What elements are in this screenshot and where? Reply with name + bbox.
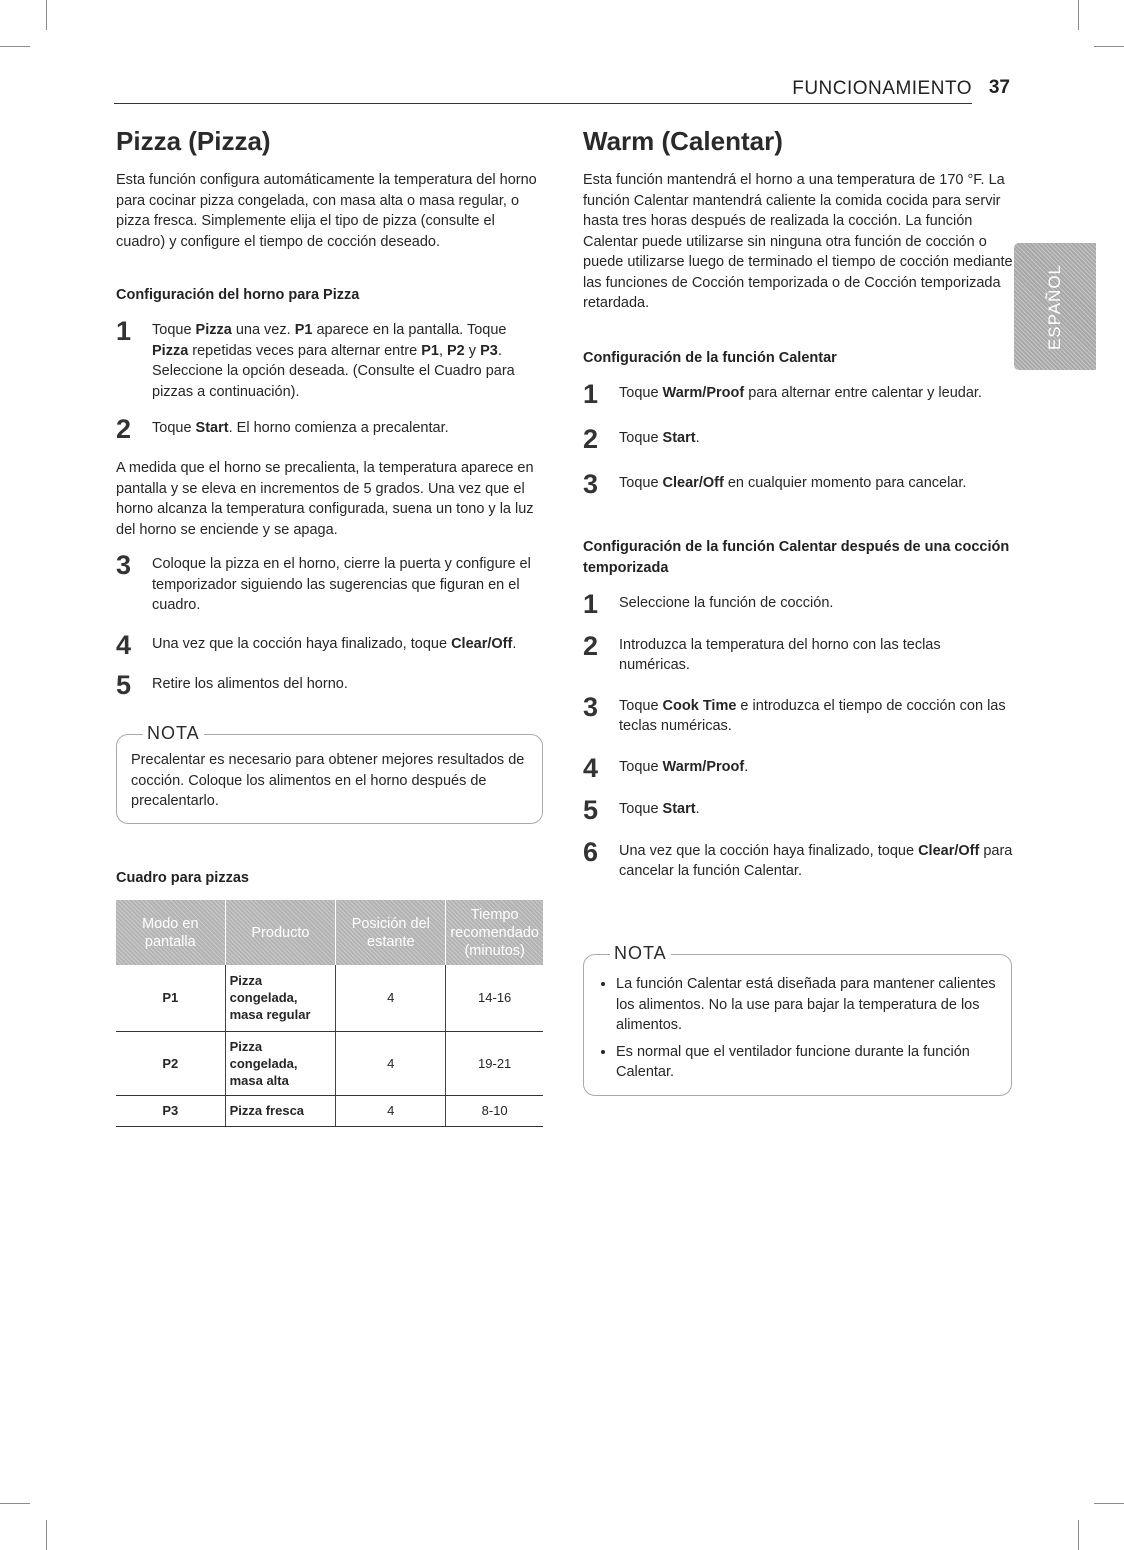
pizza-section: [116, 126, 546, 700]
step-text: Toque Start.: [619, 429, 700, 446]
header-section-title: FUNCIONAMIENTO: [792, 78, 972, 99]
note-text: Precalentar es necesario para obtener mejores resultados de cocción. Coloque los alimentos en el horno después de precalentarlo.: [131, 752, 525, 809]
table-header-row: [116, 900, 543, 965]
warm-config2-heading: Configuración de la función Calentar después de una cocción temporizada: [583, 538, 1010, 576]
warm-timed-steps: [583, 588, 1013, 882]
warm-intro: Esta función mantendrá el horno a una temperatura de 170 °F. La función Calentar mantendrá caliente la comida cocida para servir hasta tres horas después de realizada la cocción. La función Calentar puede utilizarse sin ninguna otra función de cocción o puede utilizarse luego de terminado el tiempo de cocción mediante las funciones de Cocción temporizada o de Cocción temporizada retardada.: [583, 172, 1013, 311]
warm-config-heading: Configuración de la función Calentar: [583, 349, 837, 366]
language-tab-label: ESPAÑOL: [1045, 263, 1064, 350]
table-row: [116, 1095, 543, 1126]
table-header-cell: Producto: [225, 900, 336, 965]
crop-mark: [1094, 1503, 1124, 1504]
step-number: 3: [583, 691, 599, 722]
step-number: 1: [583, 378, 599, 409]
step-item: [116, 550, 546, 616]
table-cell-rack: 4: [336, 965, 446, 1031]
pizza-intro: Esta función configura automáticamente la temperatura del horno para cocinar pizza congelada, con masa alta o masa regular, o pizza fresca. Simplemente elija el tipo de pizza (consulte el cuadro) y configure el tiempo de cocción deseado.: [116, 172, 537, 250]
pizza-table-heading: Cuadro para pizzas: [116, 870, 249, 886]
header-divider: [114, 103, 972, 104]
step-item: [116, 414, 546, 444]
crop-mark: [46, 0, 47, 30]
step-number: 4: [116, 629, 132, 660]
step-text: Toque Warm/Proof para alternar entre calentar y leudar.: [619, 384, 982, 401]
crop-mark: [46, 1520, 47, 1550]
step-text: Toque Start. El horno comienza a precalentar.: [152, 420, 449, 436]
step-text: Retire los alimentos del horno.: [152, 675, 348, 692]
step-text: Toque Warm/Proof.: [619, 758, 749, 775]
crop-mark: [1094, 46, 1124, 47]
step-text: Una vez que la cocción haya finalizado, toque Clear/Off para cancelar la función Calentar.: [619, 842, 1013, 879]
table-cell-time: 14-16: [446, 965, 543, 1031]
pizza-steps: [116, 316, 546, 444]
step-item: [583, 752, 1013, 783]
step-number: 3: [116, 550, 132, 580]
step-number: 5: [583, 794, 599, 825]
note-bullet: • Es normal que el ventilador funcione durante la función Calentar.: [616, 1042, 997, 1083]
crop-mark: [1078, 0, 1079, 30]
pizza-config-heading: Configuración del horno para Pizza: [116, 287, 360, 303]
step-number: 3: [583, 468, 599, 499]
step-text: Introduzca la temperatura del horno con las teclas numéricas.: [619, 636, 941, 673]
table-cell-mode: P1: [116, 965, 225, 1031]
language-tab: [1014, 243, 1096, 370]
step-item: [583, 794, 1013, 825]
step-text: Coloque la pizza en el horno, cierre la puerta y configure el temporizador siguiendo las sugerencias que figuran en el cuadro.: [152, 556, 531, 613]
table-cell-product: Pizza congelada, masa regular: [225, 965, 336, 1031]
step-number: 5: [116, 669, 132, 700]
step-number: 6: [583, 836, 599, 867]
warm-section: [583, 126, 1013, 882]
table-cell-rack: 4: [336, 1095, 446, 1126]
step-item: [583, 836, 1013, 882]
warm-title: Warm (Calentar): [583, 126, 783, 156]
table-cell-rack: 4: [336, 1031, 446, 1095]
page-number: 37: [988, 77, 1010, 98]
step-item: [583, 468, 1013, 499]
step-text: Una vez que la cocción haya finalizado, toque Clear/Off.: [152, 635, 517, 652]
step-item: [583, 630, 1013, 676]
table-header-cell: Posición del estante: [336, 900, 446, 965]
step-item: [583, 378, 1013, 409]
crop-mark: [1078, 1520, 1079, 1550]
step-item: [583, 423, 1013, 454]
warm-steps: [583, 378, 1013, 499]
table-cell-product: Pizza fresca: [225, 1095, 336, 1126]
table-cell-product: Pizza congelada, masa alta: [225, 1031, 336, 1095]
step-item: [116, 629, 546, 660]
pizza-note-box: [116, 723, 543, 824]
step-item: [583, 588, 1013, 619]
step-number: 2: [583, 423, 599, 454]
note-title: NOTA: [610, 943, 671, 964]
table-cell-time: 19-21: [446, 1031, 543, 1095]
step-number: 1: [116, 316, 132, 346]
warm-note-box: [583, 943, 1012, 1096]
step-text: Toque Clear/Off en cualquier momento para cancelar.: [619, 474, 967, 491]
step-item: [116, 669, 546, 700]
step-text: Seleccione la función de cocción.: [619, 594, 834, 611]
step-number: 4: [583, 752, 599, 783]
step-text: Toque Pizza una vez. P1 aparece en la pantalla. Toque Pizza repetidas veces para alternar entre P1, P2 y P3. Seleccione la opción deseada. (Consulte el Cuadro para pizzas a continuación).: [152, 322, 515, 400]
step-text: Toque Cook Time e introduzca el tiempo de cocción con las teclas numéricas.: [619, 697, 1006, 734]
table-header-cell: Modo en pantalla: [116, 900, 225, 965]
table-header-cell: Tiempo recomendado (minutos): [446, 900, 543, 965]
pizza-table: [116, 900, 543, 1127]
step-item: [116, 316, 546, 402]
table-cell-mode: P3: [116, 1095, 225, 1126]
note-bullet: • La función Calentar está diseñada para mantener calientes los alimentos. No la use para bajar la temperatura de los alimentos.: [616, 974, 997, 1036]
step-number: 1: [583, 588, 599, 619]
table-cell-mode: P2: [116, 1031, 225, 1095]
note-list: [598, 974, 997, 1083]
crop-mark: [0, 1503, 30, 1504]
step-number: 2: [116, 414, 132, 444]
step-item: [583, 691, 1013, 737]
pizza-title: Pizza (Pizza): [116, 126, 271, 156]
step-text: Toque Start.: [619, 800, 700, 817]
pizza-middle-paragraph: A medida que el horno se precalienta, la temperatura aparece en pantalla y se eleva en incrementos de 5 grados. Una vez que el horno alcanza la temperatura configurada, suena un tono y la luz del horno se enciende y se apaga.: [116, 460, 534, 538]
table-cell-time: 8-10: [446, 1095, 543, 1126]
step-number: 2: [583, 630, 599, 661]
table-row: [116, 1031, 543, 1095]
note-title: NOTA: [143, 723, 204, 744]
crop-mark: [0, 46, 30, 47]
pizza-steps-continued: [116, 550, 546, 700]
table-row: [116, 965, 543, 1031]
